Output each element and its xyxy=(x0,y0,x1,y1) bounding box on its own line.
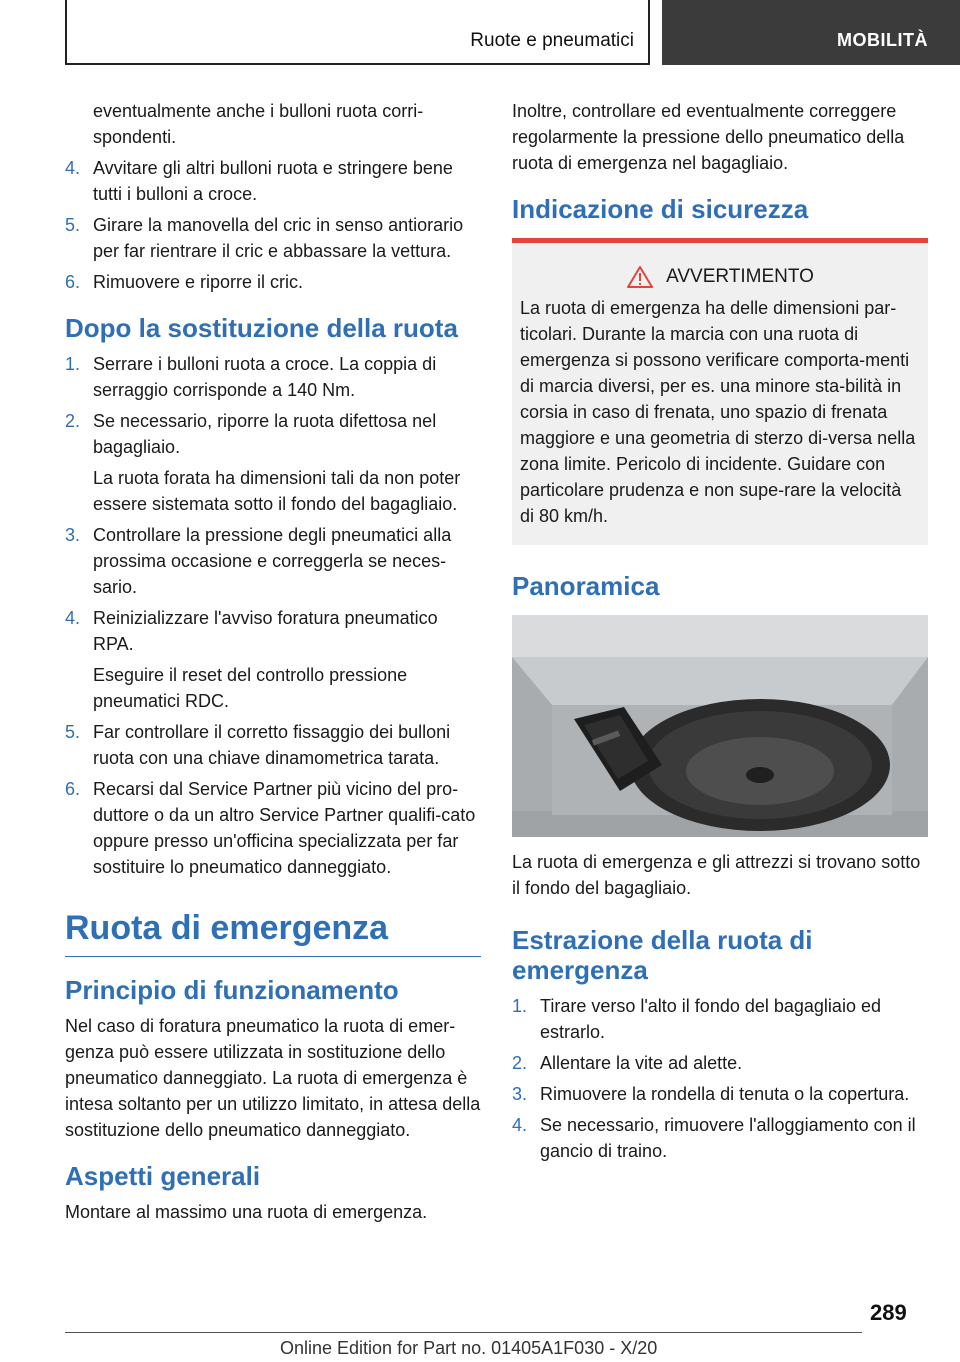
step-number: 4. xyxy=(65,608,81,628)
step-note: Eseguire il reset del controllo pressione pneumatici RDC. xyxy=(93,665,408,711)
step-text: Avvitare gli altri bulloni ruota e stringere bene tutti i bulloni a croce. xyxy=(93,158,453,204)
header-section-title: Ruote e pneumatici xyxy=(470,30,634,51)
step-number: 6. xyxy=(65,272,81,292)
steps-list-b xyxy=(65,351,481,460)
warning-box xyxy=(512,238,928,545)
page-header xyxy=(65,0,960,65)
overview-heading: Panoramica xyxy=(512,571,660,601)
safety-heading: Indicazione di sicurezza xyxy=(512,194,809,224)
list-item xyxy=(512,1112,928,1164)
steps-list-a xyxy=(65,155,481,295)
list-item xyxy=(65,408,481,460)
list-item xyxy=(65,269,481,295)
list-item xyxy=(512,993,928,1045)
step-number: 6. xyxy=(65,779,81,799)
header-chapter-title: MOBILITÀ xyxy=(837,30,928,50)
list-item xyxy=(65,719,481,771)
step-text: Controllare la pressione degli pneumatici alla prossima occasione e correggerla se neces-sario. xyxy=(93,525,452,597)
left-column xyxy=(65,98,481,1225)
step-text: Recarsi dal Service Partner più vicino del pro-duttore o da un altro Service Partner qualifi-cato oppure presso un'officina specializzata per far sostituire lo pneumatico danneggiato. xyxy=(93,779,476,877)
step-number: 2. xyxy=(512,1053,528,1073)
step-text: Serrare i bulloni ruota a croce. La coppia di serraggio corrisponde a 140 Nm. xyxy=(93,354,437,400)
trunk-spare-wheel-photo xyxy=(512,615,928,837)
list-item xyxy=(65,351,481,403)
extraction-steps-list xyxy=(512,993,928,1164)
principle-text: Nel caso di foratura pneumatico la ruota di emer-genza può essere utilizzata in sostituzione dello pneumatico danneggiato. La ruota di emergenza è intesa soltanto per un utilizzo limitato, in attesa della sostituzione dello pneumatico danneggiato. xyxy=(65,1016,481,1140)
step-text: Girare la manovella del cric in senso antiorario per far rientrare il cric e abbassare la vettura. xyxy=(93,215,464,261)
step-number: 4. xyxy=(65,158,81,178)
list-item xyxy=(65,776,481,880)
step-number: 3. xyxy=(65,525,81,545)
right-column xyxy=(512,98,928,1169)
list-item xyxy=(512,1081,928,1107)
step-note: La ruota forata ha dimensioni tali da non poter essere sistemata sotto il fondo del bagagliaio. xyxy=(93,468,461,514)
general-text: Montare al massimo una ruota di emergenza. xyxy=(65,1202,428,1222)
list-item xyxy=(65,155,481,207)
step-number: 2. xyxy=(65,411,81,431)
step-number: 1. xyxy=(512,996,528,1016)
warning-title: AVVERTIMENTO xyxy=(666,266,814,287)
step-text: Se necessario, riporre la ruota difettosa nel bagagliaio. xyxy=(93,411,437,457)
footer-edition: Online Edition for Part no. 01405A1F030 - X/20 xyxy=(280,1338,658,1358)
extraction-heading: Estrazione della ruota di emergenza xyxy=(512,925,813,985)
after-replacement-heading: Dopo la sostituzione della ruota xyxy=(65,313,458,343)
step-number: 1. xyxy=(65,354,81,374)
step-text: Rimuovere e riporre il cric. xyxy=(93,272,304,292)
page-number: 289 xyxy=(870,1300,907,1325)
warning-triangle-icon xyxy=(626,265,654,289)
principle-heading: Principio di funzionamento xyxy=(65,975,399,1005)
step-text: Far controllare il corretto fissaggio dei bulloni ruota con una chiave dinamometrica tarata. xyxy=(93,722,451,768)
general-heading: Aspetti generali xyxy=(65,1161,261,1191)
list-item xyxy=(65,212,481,264)
step-number: 3. xyxy=(512,1084,528,1104)
step-number: 5. xyxy=(65,215,81,235)
list-item xyxy=(512,1050,928,1076)
list-item xyxy=(65,522,481,600)
step-text: Rimuovere la rondella di tenuta o la copertura. xyxy=(540,1084,910,1104)
photo-caption: La ruota di emergenza e gli attrezzi si trovano sotto il fondo del bagagliaio. xyxy=(512,852,921,898)
steps-list-d xyxy=(65,719,481,880)
footer-divider xyxy=(65,1332,862,1333)
step-text: Allentare la vite ad alette. xyxy=(540,1053,743,1073)
continued-step-text: eventualmente anche i bulloni ruota corri-spondenti. xyxy=(93,101,424,147)
warning-header xyxy=(520,265,920,289)
step-number: 4. xyxy=(512,1115,528,1135)
chapter-title: Ruota di emergenza xyxy=(65,906,481,957)
step-text: Se necessario, rimuovere l'alloggiamento con il gancio di traino. xyxy=(540,1115,916,1161)
step-text: Tirare verso l'alto il fondo del bagagliaio ed estrarlo. xyxy=(540,996,881,1042)
header-section-box xyxy=(65,0,650,65)
step-number: 5. xyxy=(65,722,81,742)
steps-list-c xyxy=(65,522,481,657)
step-text: Reinizializzare l'avviso foratura pneumatico RPA. xyxy=(93,608,438,654)
list-item xyxy=(65,605,481,657)
warning-text: La ruota di emergenza ha delle dimensioni par-ticolari. Durante la marcia con una ruota di emergenza si possono verificare comporta-menti di marcia diversi, per es. una minore sta-bilità in corsia in caso di frenata, uno spazio di frenata maggiore e una geometria di sterzo di-versa nella zona limite. Pericolo di incidente. Guidare con particolare prudenza e non supe-rare la velocità di 80 km/h. xyxy=(520,298,916,526)
header-chapter-box xyxy=(662,0,960,65)
intro-text: Inoltre, controllare ed eventualmente correggere regolarmente la pressione dello pneumatico della ruota di emergenza nel bagagliaio. xyxy=(512,101,905,173)
